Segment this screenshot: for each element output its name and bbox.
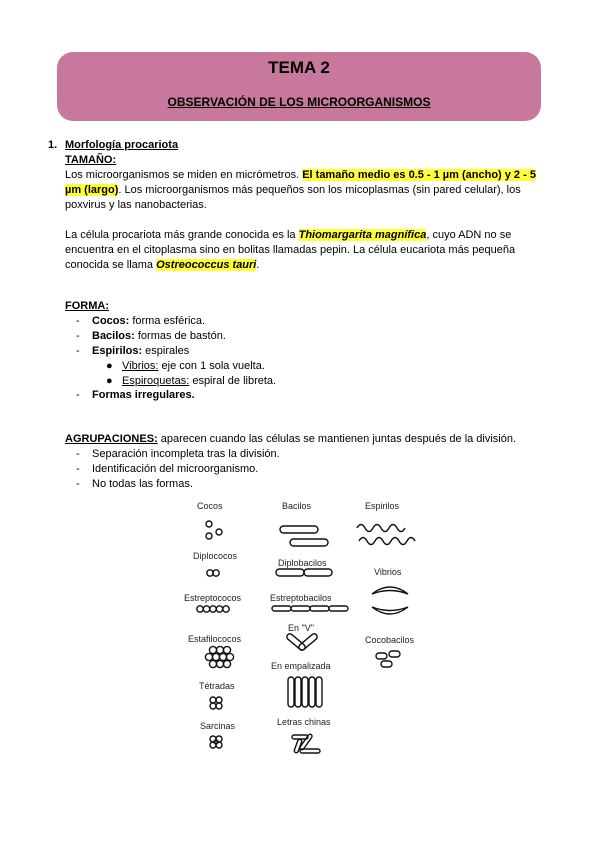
- agrupaciones-intro: aparecen cuando las células se mantienen juntas después de la división.: [157, 433, 517, 445]
- tamano-text: Los microorganismos se miden en micrómetros.: [65, 169, 303, 181]
- agrupacion-text: No todas las formas.: [92, 478, 193, 490]
- dash-bullet: -: [76, 448, 80, 460]
- list-item: [76, 462, 280, 477]
- label-letras-chinas: Letras chinas: [277, 717, 331, 727]
- agrupaciones-heading: AGRUPACIONES:: [65, 433, 158, 445]
- ostreococcus-highlight: Ostreococcus tauri: [156, 259, 257, 271]
- label-estafilococos: Estafilococos: [188, 634, 242, 644]
- tamano-p2-line-1: [65, 228, 511, 243]
- sub-desc: eje con 1 sola vuelta.: [158, 360, 265, 372]
- tamano-line-2: [65, 183, 521, 198]
- section-heading: Morfología procariota: [65, 139, 179, 151]
- cocos-drawing: [206, 521, 222, 539]
- label-sarcinas: Sarcinas: [200, 721, 236, 731]
- letras-chinas-drawing: [292, 733, 320, 753]
- sub-term: Vibrios:: [122, 360, 159, 372]
- forma-desc: espirales: [142, 345, 190, 357]
- dash-bullet: -: [76, 330, 80, 342]
- forma-term: Formas irregulares.: [92, 389, 195, 401]
- espirilos-drawing: [357, 525, 415, 545]
- label-en-v: En "V": [288, 623, 314, 633]
- forma-desc: forma esférica.: [129, 315, 206, 327]
- p2-text-3: conocida se llama: [65, 259, 157, 271]
- estreptobacilos-drawing: [272, 606, 348, 611]
- dash-bullet: -: [76, 345, 80, 357]
- list-item: [76, 388, 195, 403]
- sub-term: Espiroquetas:: [122, 375, 190, 387]
- list-item: [76, 447, 280, 462]
- label-espirilos: Espirilos: [365, 501, 400, 511]
- forma-term: Espirilos:: [92, 345, 143, 357]
- agrupacion-text: Separación incompleta tras la división.: [92, 448, 280, 460]
- empalizada-drawing: [288, 677, 322, 707]
- forma-list-last: [76, 388, 195, 403]
- list-item: [76, 314, 226, 329]
- bacteria-morphology-figure: [176, 495, 426, 765]
- tetradas-drawing: [210, 697, 222, 709]
- diplococos-drawing: [207, 570, 219, 576]
- label-empalizada: En empalizada: [271, 661, 331, 671]
- forma-desc: formas de bastón.: [134, 330, 226, 342]
- label-diplobacilos: Diplobacilos: [278, 558, 327, 568]
- espirilos-sublist: [106, 359, 276, 389]
- estreptococos-drawing: [197, 606, 229, 612]
- dot-bullet: ●: [106, 360, 113, 372]
- p2-text-post: , cuyo ADN no se: [426, 229, 512, 241]
- tamano-text-2: . Los microorganismos más pequeños son los micoplasmas (sin pared celular), los: [118, 184, 521, 196]
- thiomargarita-highlight: Thiomargarita magnífica: [298, 229, 427, 241]
- forma-term: Bacilos:: [92, 330, 135, 342]
- section-number: 1.: [48, 139, 58, 151]
- sarcinas-drawing: [210, 736, 222, 748]
- label-tetradas: Tétradas: [199, 681, 235, 691]
- sub-desc: espiral de libreta.: [189, 375, 277, 387]
- tamano-p2-line-3: [65, 258, 259, 273]
- label-diplococos: Diplococos: [193, 551, 238, 561]
- page-title: TEMA 2: [268, 58, 330, 77]
- tamano-line-3: poxvirus y las nanobacterias.: [65, 199, 207, 211]
- label-cocos: Cocos: [197, 501, 223, 511]
- list-item: [76, 344, 226, 359]
- forma-list: [76, 314, 226, 359]
- label-cocobacilos: Cocobacilos: [365, 635, 415, 645]
- bacilos-drawing: [280, 526, 328, 546]
- forma-term: Cocos:: [92, 315, 130, 327]
- label-estreptobacilos: Estreptobacilos: [270, 593, 332, 603]
- forma-heading: FORMA:: [65, 300, 109, 312]
- list-item: [76, 329, 226, 344]
- size-highlight: El tamaño medio es 0.5 - 1 µm (ancho) y 2 - 5: [302, 169, 536, 181]
- tamano-p2-line-2: encuentra en el citoplasma sino en bolitas llamadas pepin. La célula eucariota más pequeña: [65, 244, 516, 256]
- estafilococos-drawing: [205, 646, 233, 667]
- dash-bullet: -: [76, 315, 80, 327]
- page-subtitle: OBSERVACIÓN DE LOS MICROORGANISMOS: [167, 95, 431, 109]
- p2-text: La célula procariota más grande conocida es la: [65, 229, 299, 241]
- agrupaciones-list: [76, 447, 280, 492]
- agrupaciones-line: [65, 432, 516, 447]
- dash-bullet: -: [76, 389, 80, 401]
- diplobacilos-drawing: [276, 569, 332, 576]
- list-item: [106, 374, 276, 389]
- dash-bullet: -: [76, 463, 80, 475]
- list-item: [106, 359, 276, 374]
- cocobacilos-drawing: [376, 651, 400, 667]
- tamano-heading: TAMAÑO:: [65, 154, 117, 166]
- dot-bullet: ●: [106, 375, 113, 387]
- agrupacion-text: Identificación del microorganismo.: [92, 463, 259, 475]
- label-estreptococos: Estreptococos: [184, 593, 242, 603]
- en-v-drawing: [286, 633, 319, 652]
- list-item: [76, 477, 280, 492]
- vibrios-drawing: [372, 587, 408, 614]
- size-highlight-2: µm (largo): [65, 184, 119, 196]
- tamano-line-1: [65, 168, 536, 183]
- label-vibrios: Vibrios: [374, 567, 402, 577]
- dash-bullet: -: [76, 478, 80, 490]
- title-banner: [57, 52, 541, 121]
- p2-text-3-post: .: [256, 259, 260, 271]
- label-bacilos: Bacilos: [282, 501, 312, 511]
